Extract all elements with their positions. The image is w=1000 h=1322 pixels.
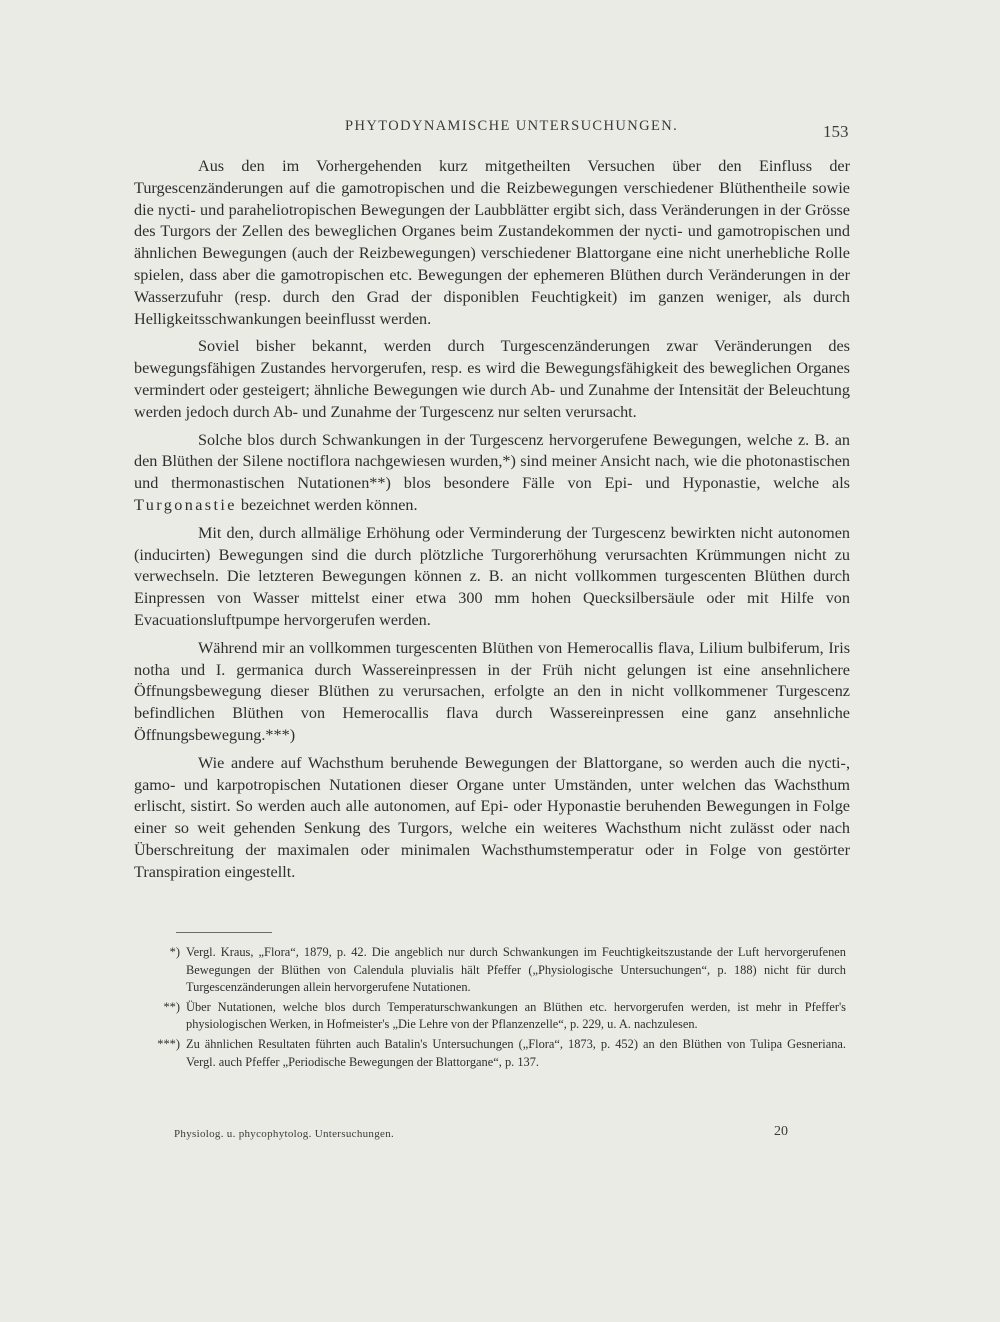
paragraph-3-text-b: bezeichnet werden können. bbox=[236, 495, 418, 514]
running-header bbox=[0, 118, 1000, 142]
footnotes bbox=[134, 944, 846, 1073]
footnote-1 bbox=[134, 944, 846, 997]
running-title: PHYTODYNAMISCHE UNTERSUCHUNGEN. bbox=[345, 118, 679, 134]
footnote-marker: *) bbox=[169, 945, 180, 959]
paragraph-6: Wie andere auf Wachsthum beruhende Bewegungen der Blattorgane, so werden auch die nycti-, gamo- und karpotropischen Nutationen dieser Organe unter Umständen, unter welchen das Wachsthum erlischt, sistirt. So werden auch alle autonomen, auf Epi- oder Hyponastie beruhenden Bewegungen in Folge einer so weit gehenden Senkung des Turgors, welche ein weiteres Wachsthum nicht zulässt oder nach Überschreitung der maximalen oder minimalen Wachsthumstemperatur oder in Folge von gestörter Transpiration eingestellt. bbox=[134, 753, 850, 881]
footnote-3 bbox=[134, 1036, 846, 1071]
body-text bbox=[134, 156, 850, 890]
paragraph-3 bbox=[134, 430, 850, 517]
footnote-text: Zu ähnlichen Resultaten führten auch Batalin's Untersuchungen („Flora“, 1873, p. 452) an den Blüthen von Tulipa Gesneriana. Vergl. auch Pfeffer „Periodische Bewegungen der Blattorgane“, p. 137. bbox=[186, 1036, 846, 1069]
page-number: 153 bbox=[823, 122, 849, 141]
paragraph-5: Während mir an vollkommen turgescenten Blüthen von Hemerocallis flava, Lilium bulbiferum, Iris notha und I. germanica durch Wassereinpressen in der Früh nicht gelungen ist eine ansehnlichere Öffnungsbewegung dieser Blüthen zu verursachen, erfolgte an den in nicht vollkommener Turgescenz befindlichen Blüthen von Hemerocallis flava durch Wassereinpressen eine ganz ansehnliche Öffnungsbewegung.***) bbox=[134, 638, 850, 744]
paragraph-3-text-a: Solche blos durch Schwankungen in der Turgescenz hervorgerufene Bewegungen, welche z. B. an den Blüthen der Silene noctiflora nachgewiesen wurden,*) sind meiner Ansicht nach, wie die photonastischen und thermonastischen Nutationen**) blos besondere Fälle von Epi- und Hyponastie, welche als bbox=[134, 430, 850, 493]
signature-number: 20 bbox=[774, 1124, 788, 1139]
term-turgonastie: Turgonastie bbox=[134, 495, 237, 514]
signature-line bbox=[0, 1124, 1000, 1144]
signature-note: Physiolog. u. phycophytolog. Untersuchungen. bbox=[174, 1128, 395, 1140]
footnote-marker: **) bbox=[163, 999, 180, 1014]
footnote-2 bbox=[134, 999, 846, 1034]
footnote-marker: ***) bbox=[157, 1036, 180, 1051]
paragraph-2: Soviel bisher bekannt, werden durch Turgescenzänderungen zwar Veränderungen des bewegungsfähigen Zustandes hervorgerufen, resp. es wird die Bewegungsfähigkeit des beweglichen Organes vermindert oder gesteigert; ähnliche Bewegungen wie durch Ab- und Zunahme der Intensität der Beleuchtung werden jedoch durch Ab- und Zunahme der Turgescenz nur selten verursacht. bbox=[134, 337, 850, 421]
paragraph-4: Mit den, durch allmälige Erhöhung oder Verminderung der Turgescenz bewirkten nicht autonomen (inducirten) Bewegungen sind die durch plötzliche Turgorerhöhung verursachten Krümmungen nicht zu verwechseln. Die letzteren Bewegungen können z. B. an nicht vollkommen turgescenten Blüthen durch Einpressen von Wasser mittelst einer etwa 300 mm hohen Quecksilbersäule oder mit Hilfe von Evacuationsluftpumpe hervorgerufen werden. bbox=[134, 523, 850, 629]
footnote-text: Über Nutationen, welche blos durch Temperaturschwankungen an Blüthen etc. hervorgerufen werden, ist mehr in Pfeffer's physiologischen Werken, in Hofmeister's „Die Lehre von der Pflanzenzelle“, p. 229, u. A. nachzulesen. bbox=[186, 999, 846, 1032]
footnote-text: Vergl. Kraus, „Flora“, 1879, p. 42. Die angeblich nur durch Schwankungen im Feuchtigkeitszustande der Luft hervorgerufenen Bewegungen der Blüthen von Calendula pluvialis hält Pfeffer („Physiologische Untersuchungen“, p. 188) nicht für durch Turgescenzänderungen allein hervorgerufene Nutationen. bbox=[186, 945, 846, 995]
paragraph-1: Aus den im Vorhergehenden kurz mitgetheilten Versuchen über den Einfluss der Turgescenzänderungen auf die gamotropischen und die Reizbewegungen verschiedener Blüthentheile sowie die nycti- und paraheliotropischen Bewegungen der Laubblätter ergibt sich, dass Veränderungen in der Grösse des Turgors der Zellen des beweglichen Organes beim Zustandekommen der nycti- und gamotropischen und ähnlichen Bewegungen (auch der Reizbewegungen) verschiedener Blattorgane eine nicht unerhebliche Rolle spielen, dass aber die gamotropischen etc. Bewegungen der ephemeren Blüthen durch Veränderungen in der Wasserzufuhr (resp. durch den Grad der disponiblen Feuchtigkeit) im ganzen weniger, als durch Helligkeitsschwankungen beeinflusst werden. bbox=[134, 157, 850, 328]
footnote-separator bbox=[176, 932, 272, 933]
